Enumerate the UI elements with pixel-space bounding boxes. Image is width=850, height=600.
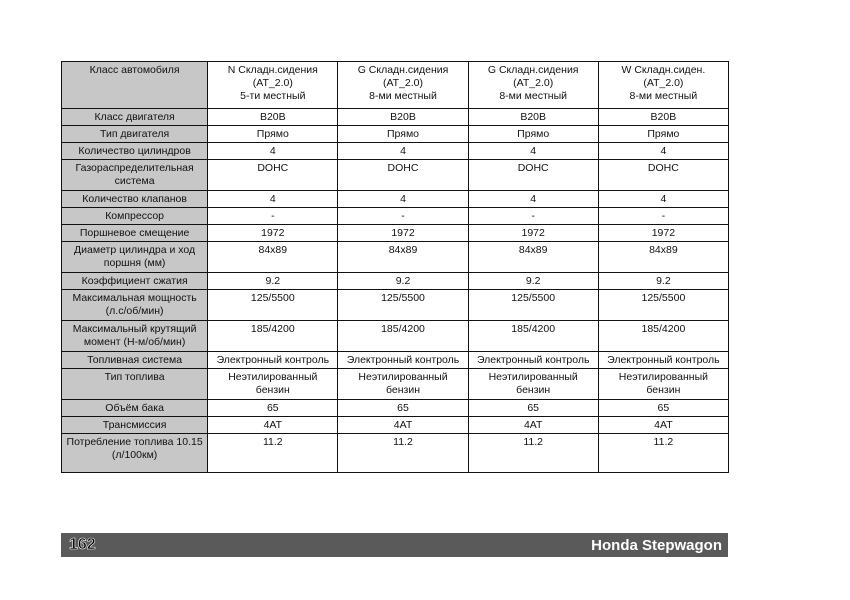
- row-label: Максимальный крутящий момент (Н-м/об/мин): [62, 321, 208, 352]
- row-label: Класс двигателя: [62, 109, 208, 126]
- row-label: Объём бака: [62, 400, 208, 417]
- cell-value: 4: [338, 191, 468, 208]
- table-header-row: [62, 62, 729, 109]
- cell-value: 9.2: [338, 273, 468, 290]
- table-row: [62, 208, 729, 225]
- header-col-line: (AT_2.0): [513, 77, 554, 89]
- cell-value: 65: [468, 400, 598, 417]
- cell-value: 125/5500: [598, 290, 728, 321]
- cell-value: Неэтилированный бензин: [468, 369, 598, 400]
- cell-value: 1972: [468, 225, 598, 242]
- table-row: [62, 191, 729, 208]
- cell-value: Неэтилированный бензин: [598, 369, 728, 400]
- cell-value: 11.2: [208, 434, 338, 473]
- cell-value: 4: [338, 143, 468, 160]
- table-row: [62, 321, 729, 352]
- header-col-1: [208, 62, 338, 109]
- row-label: Поршневое смещение: [62, 225, 208, 242]
- table-row: [62, 273, 729, 290]
- cell-value: 4: [208, 143, 338, 160]
- table-row: [62, 400, 729, 417]
- cell-value: 185/4200: [338, 321, 468, 352]
- cell-value: Неэтилированный бензин: [208, 369, 338, 400]
- cell-value: 185/4200: [598, 321, 728, 352]
- header-col-line: 8-ми местный: [369, 90, 437, 102]
- row-label: Топливная система: [62, 352, 208, 369]
- cell-value: B20B: [598, 109, 728, 126]
- row-label: Тип двигателя: [62, 126, 208, 143]
- cell-value: 4: [208, 191, 338, 208]
- row-label: Потребление топлива 10.15 (л/100км): [62, 434, 208, 473]
- table-row: [62, 434, 729, 473]
- cell-value: 84x89: [468, 242, 598, 273]
- book-title: Honda Stepwagon: [591, 537, 722, 554]
- cell-value: 185/4200: [468, 321, 598, 352]
- cell-value: 4AT: [598, 417, 728, 434]
- row-label: Количество цилиндров: [62, 143, 208, 160]
- header-col-2: [338, 62, 468, 109]
- table-row: [62, 143, 729, 160]
- cell-value: 9.2: [598, 273, 728, 290]
- cell-value: 11.2: [468, 434, 598, 473]
- cell-value: 125/5500: [208, 290, 338, 321]
- cell-value: 11.2: [338, 434, 468, 473]
- header-col-line: (AT_2.0): [252, 77, 293, 89]
- cell-value: 1972: [208, 225, 338, 242]
- cell-value: -: [208, 208, 338, 225]
- cell-value: 125/5500: [338, 290, 468, 321]
- header-col-line: W Складн.сиден.: [621, 64, 706, 76]
- cell-value: Прямо: [338, 126, 468, 143]
- cell-value: 84x89: [598, 242, 728, 273]
- cell-value: DOHC: [468, 160, 598, 191]
- row-label: Компрессор: [62, 208, 208, 225]
- header-col-line: (AT_2.0): [382, 77, 424, 89]
- table-row: [62, 160, 729, 191]
- cell-value: Электронный контроль: [208, 352, 338, 369]
- cell-value: DOHC: [598, 160, 728, 191]
- header-col-line: 8-ми местный: [499, 90, 568, 102]
- cell-value: 4: [598, 143, 728, 160]
- table-row: [62, 225, 729, 242]
- row-label: Тип топлива: [62, 369, 208, 400]
- header-col-line: G Складн.сидения: [487, 64, 579, 76]
- page-number: 162: [69, 536, 96, 553]
- cell-value: 65: [208, 400, 338, 417]
- row-label: Газораспределительная система: [62, 160, 208, 191]
- cell-value: DOHC: [208, 160, 338, 191]
- cell-value: 65: [598, 400, 728, 417]
- cell-value: 4AT: [468, 417, 598, 434]
- header-col-line: N Складн.сидения: [227, 64, 318, 76]
- cell-value: 9.2: [468, 273, 598, 290]
- cell-value: Электронный контроль: [338, 352, 468, 369]
- cell-value: 9.2: [208, 273, 338, 290]
- row-label: Трансмиссия: [62, 417, 208, 434]
- cell-value: -: [338, 208, 468, 225]
- cell-value: 84x89: [338, 242, 468, 273]
- cell-value: B20B: [208, 109, 338, 126]
- cell-value: Электронный контроль: [598, 352, 728, 369]
- table-row: [62, 369, 729, 400]
- cell-value: Электронный контроль: [468, 352, 598, 369]
- header-col-3: [468, 62, 598, 109]
- table-row: [62, 109, 729, 126]
- cell-value: -: [468, 208, 598, 225]
- cell-value: 65: [338, 400, 468, 417]
- header-col-4: [598, 62, 728, 109]
- header-col-line: 5-ти местный: [240, 90, 306, 102]
- cell-value: -: [598, 208, 728, 225]
- header-label: Класс автомобиля: [62, 62, 208, 109]
- cell-value: Прямо: [208, 126, 338, 143]
- table-row: [62, 242, 729, 273]
- row-label: Коэффициент сжатия: [62, 273, 208, 290]
- cell-value: 84x89: [208, 242, 338, 273]
- cell-value: Неэтилированный бензин: [338, 369, 468, 400]
- cell-value: 4AT: [208, 417, 338, 434]
- cell-value: 4: [468, 191, 598, 208]
- cell-value: 125/5500: [468, 290, 598, 321]
- table-row: [62, 352, 729, 369]
- header-col-line: G Складн.сидения: [357, 64, 449, 76]
- table-row: [62, 417, 729, 434]
- spec-table: [61, 61, 729, 473]
- header-col-line: 8-ми местный: [629, 90, 698, 102]
- table-row: [62, 126, 729, 143]
- cell-value: 185/4200: [208, 321, 338, 352]
- table-row: [62, 290, 729, 321]
- header-col-line: (AT_2.0): [643, 77, 684, 89]
- cell-value: Прямо: [468, 126, 598, 143]
- cell-value: 1972: [598, 225, 728, 242]
- page-footer: [61, 533, 728, 557]
- row-label: Максимальная мощность (л.с/об/мин): [62, 290, 208, 321]
- cell-value: 1972: [338, 225, 468, 242]
- cell-value: B20B: [338, 109, 468, 126]
- row-label: Диаметр цилиндра и ход поршня (мм): [62, 242, 208, 273]
- cell-value: DOHC: [338, 160, 468, 191]
- cell-value: 4: [468, 143, 598, 160]
- cell-value: B20B: [468, 109, 598, 126]
- cell-value: 4: [598, 191, 728, 208]
- cell-value: 4AT: [338, 417, 468, 434]
- cell-value: 11.2: [598, 434, 728, 473]
- row-label: Количество клапанов: [62, 191, 208, 208]
- cell-value: Прямо: [598, 126, 728, 143]
